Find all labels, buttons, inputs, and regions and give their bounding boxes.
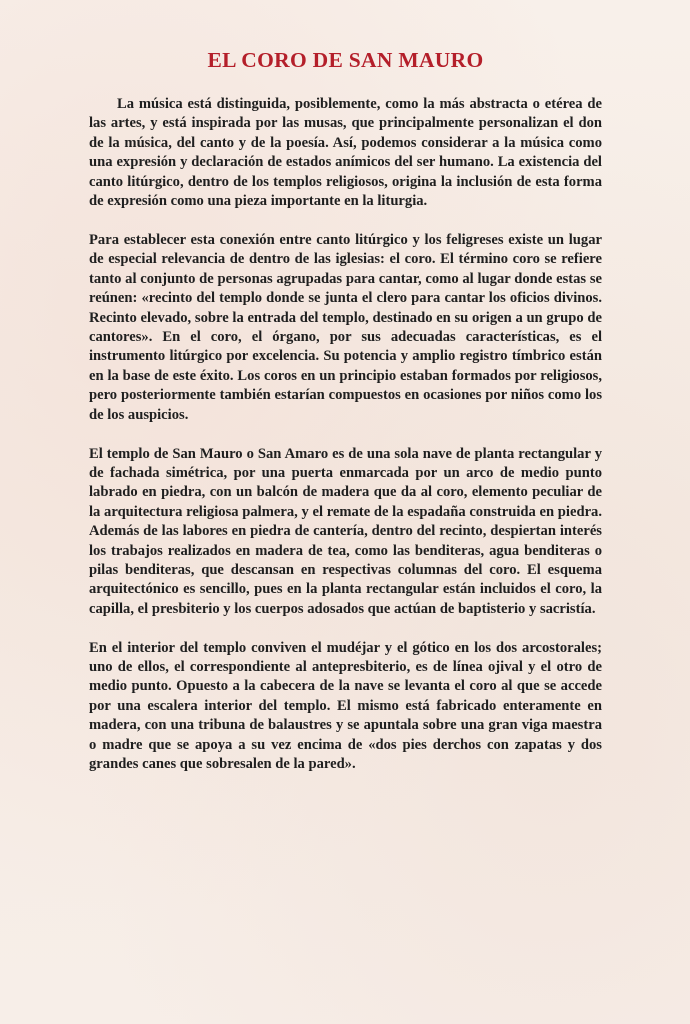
paragraph-3: El templo de San Mauro o San Amaro es de una sola nave de planta rectangular y de fachada simétrica, por una puerta enmarcada por un arco de medio punto labrado en piedra, con un balcón de madera que da al coro, elemento peculiar de la arquitectura religiosa palmera, y el remate de la espadaña construida en piedra. Además de las labores en piedra de cantería, dentro del recinto, despiertan interés los trabajos realizados en madera de tea, como las benditeras, agua benditeras o pilas benditeras, que descansan en respectivas columnas del coro. El esquema arquitectónico es sencillo, pues en la planta rectangular están incluidos el coro, la capilla, el presbiterio y los cuerpos adosados que actúan de baptisterio y sacristía.	[89, 445, 602, 617]
paragraph-1: La música está distinguida, posiblemente, como la más abstracta o etérea de las artes, y está inspirada por las musas, que principalmente personalizan el don de la música, del canto y de la poesía. Así, podemos considerar a la música como una expresión y declaración de estados anímicos del ser humano. La existencia del canto litúrgico, dentro de los templos religiosos, origina la inclusión de esta forma de expresión como una pieza importante en la liturgia.	[89, 96, 602, 210]
paragraph-2: Para establecer esta conexión entre canto litúrgico y los feligreses existe un lugar de especial relevancia de dentro de las iglesias: el coro. El término coro se refiere tanto al conjunto de personas agrupadas para cantar, como al lugar donde estas se reúnen: «recinto del templo donde se junta el clero para cantar los oficios divinos. Recinto elevado, sobre la entrada del templo, destinado en su origen a un grupo de cantores». En el coro, el órgano, por sus adecuadas características, es el instrumento litúrgico por excelencia. Su potencia y amplio registro tímbrico están en la base de este éxito. Los coros en un principio estaban formados por religiosos, pero posteriormente también estarían compuestos en ocasiones por niños como los de los auspicios.	[89, 231, 602, 423]
paragraph-4: En el interior del templo conviven el mudéjar y el gótico en los dos arcostorales; uno de ellos, el correspondiente al antepresbiterio, es de línea ojival y el otro de medio punto. Opuesto a la cabecera de la nave se levanta el coro al que se accede por una escalera interior del templo. El mismo está fabricado enteramente en madera, con una tribuna de balaustres y se apuntala sobre una gran viga maestra o madre que se apoya a su vez encima de «dos pies derchos con zapatas y dos grandes canes que sobresalen de la pared».	[89, 639, 602, 773]
page-title: EL CORO DE SAN MAURO	[207, 48, 484, 72]
